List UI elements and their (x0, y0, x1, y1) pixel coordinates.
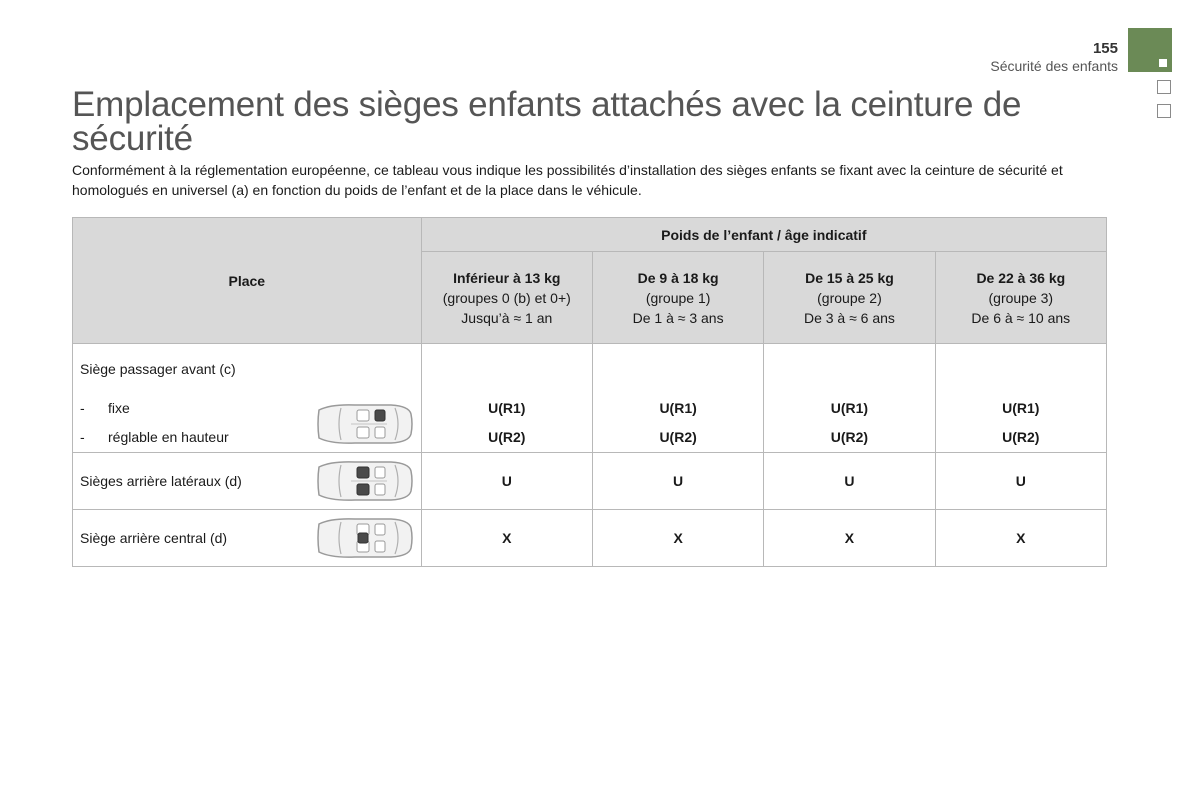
compatibility-value: U (592, 453, 763, 510)
intro-paragraph: Conformément à la réglementation européenne, ce tableau vous indique les possibilités d’installation des sièges enfants se fixant avec la ceinture de sécurité et homologués en universel (a) en fonction du poids de l’enfant et de la place dans le véhicule. (72, 162, 1063, 198)
table-row (73, 510, 1107, 567)
compatibility-cell (592, 344, 763, 453)
list-dash: - (80, 400, 85, 416)
compatibility-value: U(R2) (1002, 429, 1040, 445)
seat-position-label: Sièges arrière latéraux (d) (80, 473, 242, 489)
compatibility-value: X (935, 510, 1106, 567)
compatibility-value: X (592, 510, 763, 567)
seat-option (80, 400, 130, 416)
group-title: De 22 à 36 kg (976, 269, 1066, 286)
car-rear-center-seat-icon (311, 514, 415, 562)
compatibility-cell (421, 344, 592, 453)
place-column-header: Place (73, 218, 422, 344)
compatibility-value: X (764, 510, 935, 567)
seat-option-label: réglable en hauteur (108, 429, 229, 445)
section-name: Sécurité des enfants (990, 58, 1118, 74)
group-header (421, 252, 592, 344)
seat-position-cell (73, 510, 422, 567)
seat-position-cell (73, 344, 422, 453)
compatibility-value: X (421, 510, 592, 567)
compatibility-value: U (935, 453, 1106, 510)
compatibility-cell (764, 344, 935, 453)
compatibility-value: U (764, 453, 935, 510)
chapter-tab-box (1157, 104, 1171, 118)
chapter-tab-marker (1128, 28, 1172, 72)
group-header (592, 252, 763, 344)
seat-position-cell (73, 453, 422, 510)
page-title: Emplacement des sièges enfants attachés avec la ceinture de sécurité (72, 85, 1022, 158)
seat-option-label: fixe (108, 400, 130, 416)
group-category: (groupe 2) (817, 289, 882, 306)
group-category: (groupe 1) (645, 289, 711, 306)
group-category: (groupes 0 (b) et 0+) (442, 289, 571, 306)
chapter-tab-box (1157, 80, 1171, 94)
table-row (73, 344, 1107, 453)
chapter-tab-dot (1159, 59, 1167, 67)
group-title: Inférieur à 13 kg (453, 269, 561, 286)
child-seat-compatibility-table (72, 217, 1107, 567)
compatibility-value: U(R2) (659, 429, 697, 445)
compatibility-value: U(R1) (659, 400, 697, 416)
group-age: De 3 à ≈ 6 ans (803, 309, 895, 326)
compatibility-value: U(R1) (830, 400, 869, 416)
group-age: De 1 à ≈ 3 ans (632, 309, 724, 326)
table-row (73, 453, 1107, 510)
compatibility-value: U(R1) (488, 400, 526, 416)
group-header (935, 252, 1106, 344)
group-age: Jusqu’à ≈ 1 an (461, 309, 553, 326)
group-category: (groupe 3) (988, 289, 1054, 306)
seat-position-label: Siège arrière central (d) (80, 530, 228, 546)
page-number: 155 (1092, 40, 1118, 57)
compatibility-value: U(R2) (488, 429, 526, 445)
group-age: De 6 à ≈ 10 ans (971, 309, 1071, 326)
compatibility-cell (935, 344, 1106, 453)
compatibility-value: U(R1) (1002, 400, 1040, 416)
group-header (764, 252, 935, 344)
compatibility-value: U (421, 453, 592, 510)
list-dash: - (80, 429, 85, 445)
car-rear-side-seats-icon (311, 457, 415, 505)
group-title: De 15 à 25 kg (805, 269, 894, 286)
group-title: De 9 à 18 kg (637, 269, 719, 286)
car-front-passenger-seat-icon (311, 400, 415, 448)
compatibility-value: U(R2) (830, 429, 869, 445)
weight-age-header: Poids de l’enfant / âge indicatif (421, 218, 1106, 252)
seat-position-label: Siège passager avant (c) (80, 361, 236, 377)
seat-option (80, 429, 229, 445)
